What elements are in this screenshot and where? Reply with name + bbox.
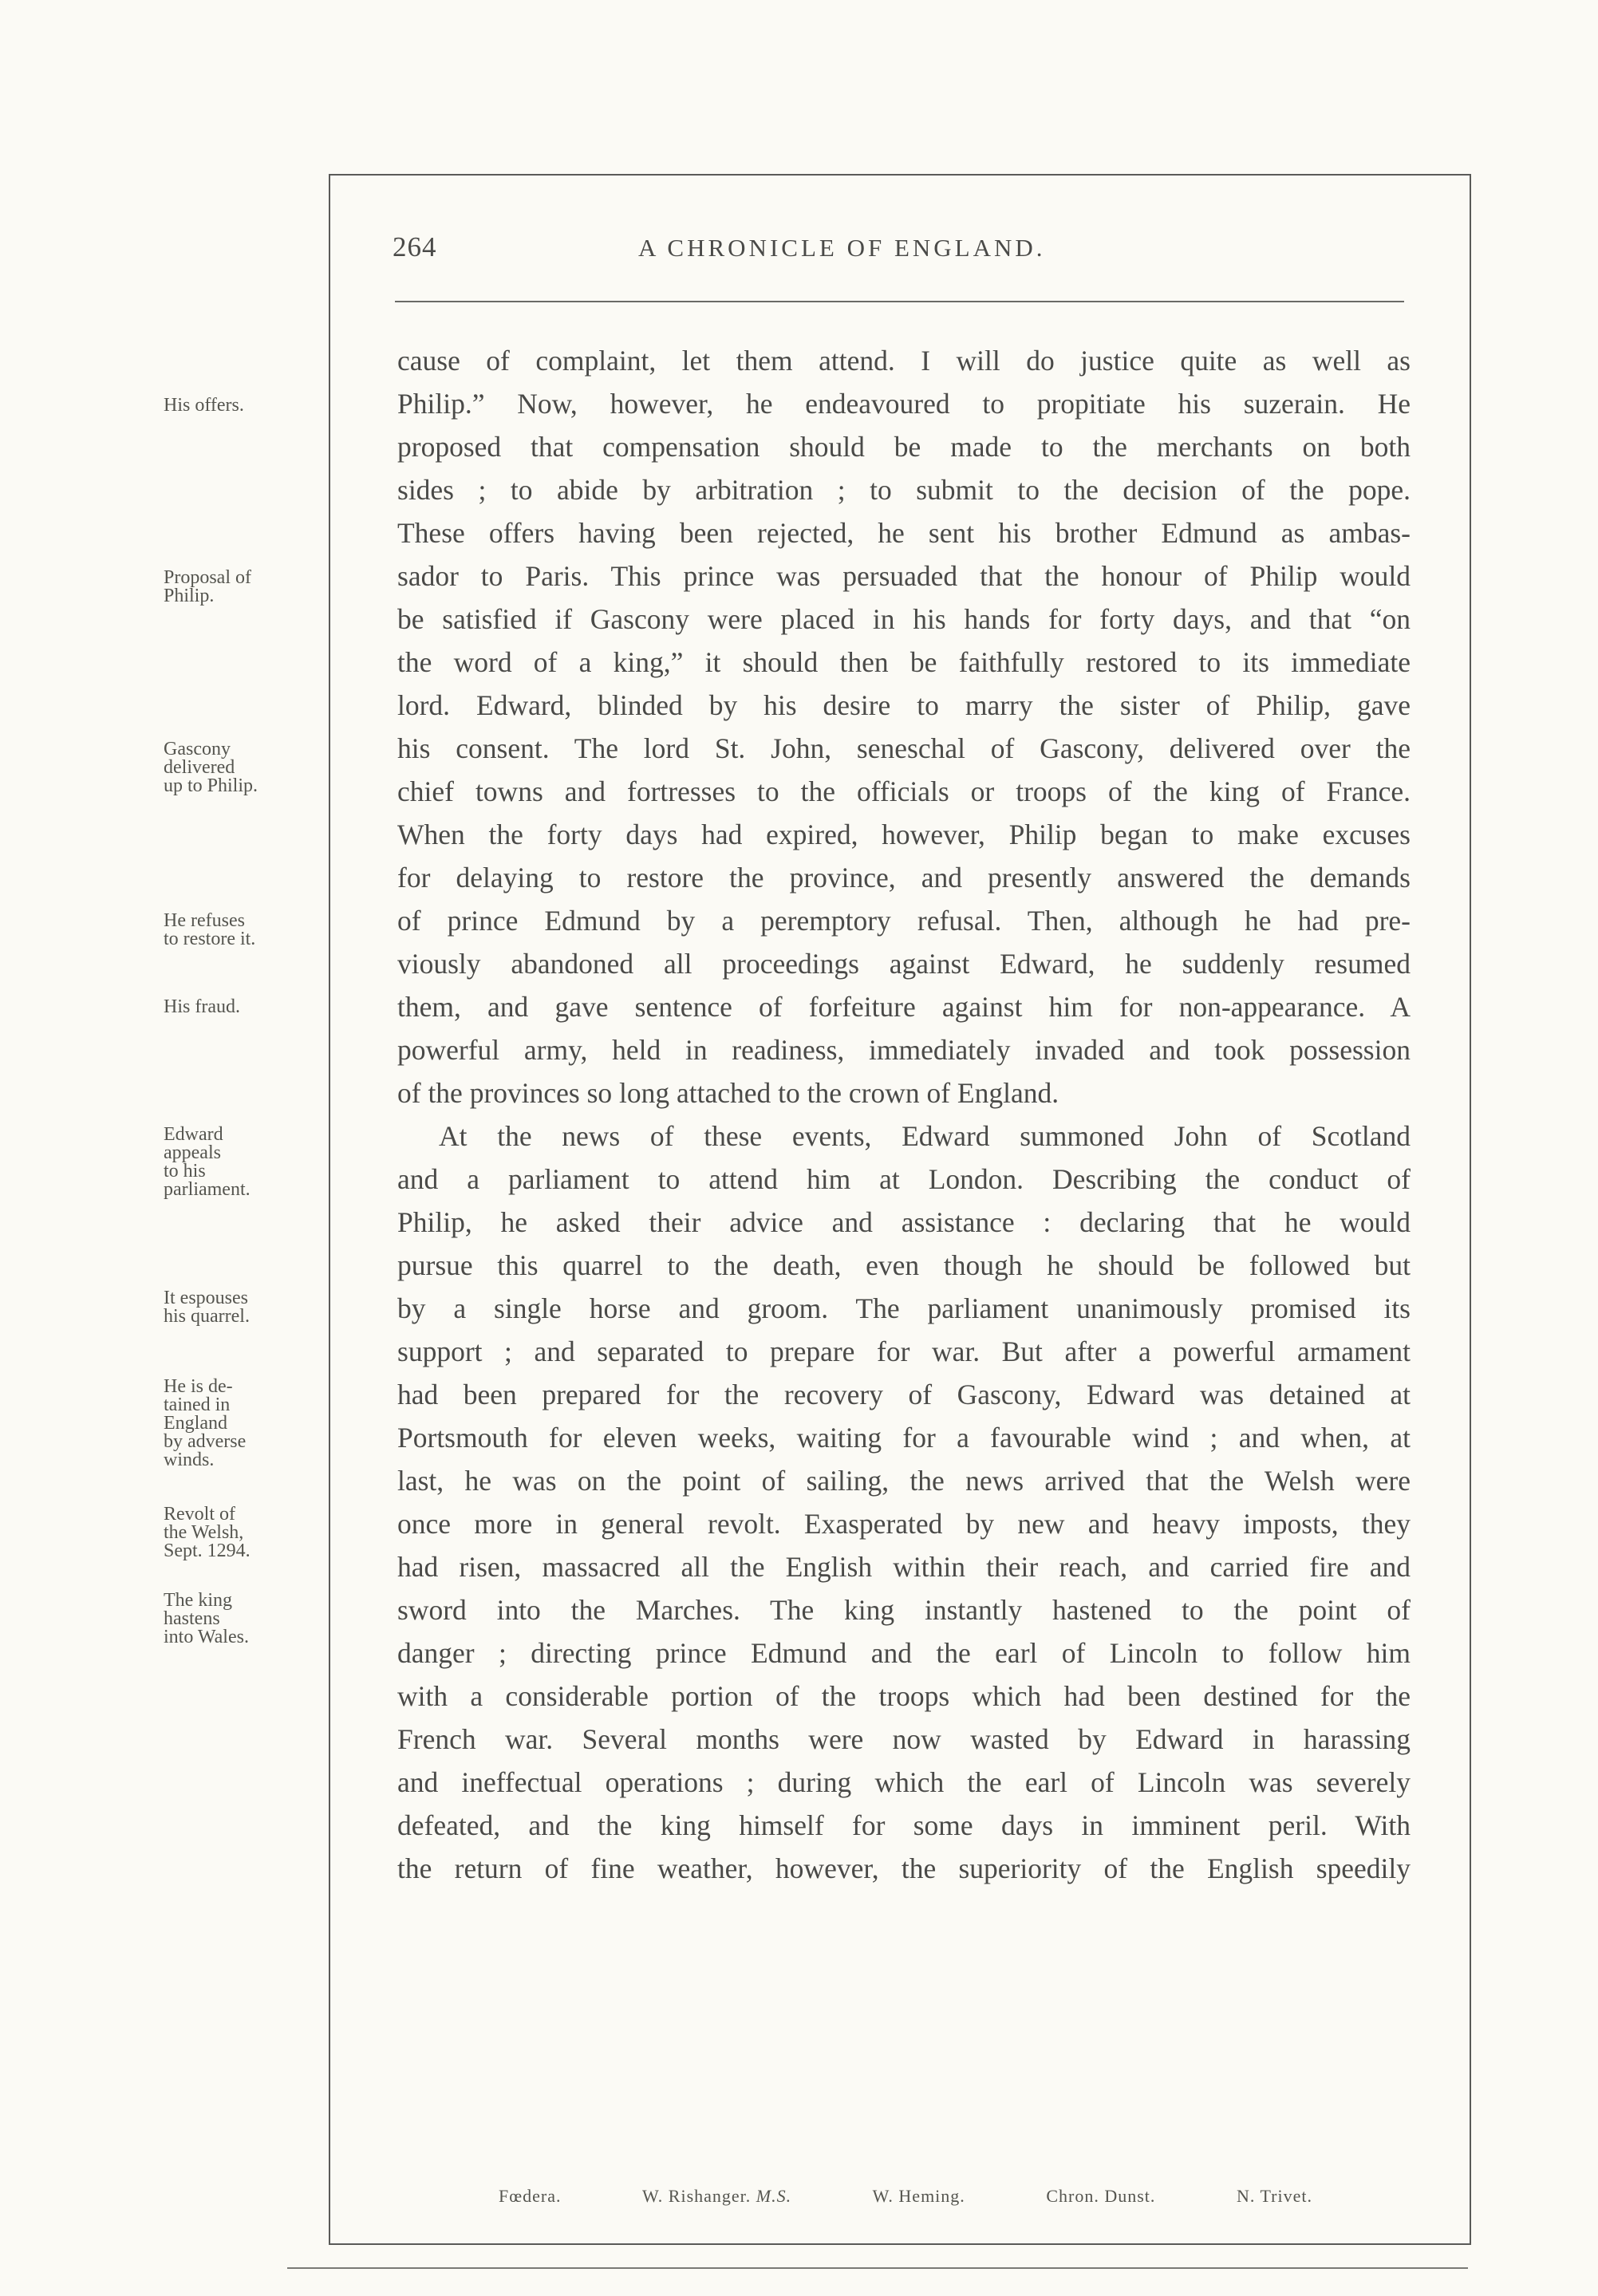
- text-line: of the provinces so long attached to the crown of England.: [397, 1077, 1059, 1109]
- note-line: tained in: [164, 1395, 231, 1415]
- text-line: danger ; directing prince Edmund and the earl of Lincoln to follow him: [397, 1637, 1411, 1669]
- note-line: appeals: [164, 1142, 221, 1163]
- marginal-note-gascony: [164, 740, 335, 795]
- ref-chron-dunst: Chron. Dunst.: [1046, 2186, 1156, 2206]
- text-line: chief towns and fortresses to the officials or troops of the king of France.: [397, 775, 1411, 807]
- ref-rishanger: W. Rishanger. M.S.: [642, 2186, 792, 2206]
- page-frame-bottom: [329, 2243, 1471, 2245]
- text-line: his consent. The lord St. John, seneschal of Gascony, delivered over the: [397, 732, 1411, 764]
- note-line: Gascony: [164, 739, 231, 759]
- marginal-note-refuses: [164, 912, 335, 949]
- text-line: viously abandoned all proceedings against Edward, he suddenly resumed: [397, 948, 1411, 980]
- ref-foedera: Fœdera.: [499, 2186, 562, 2206]
- note-line: winds.: [164, 1450, 215, 1470]
- text-line: for delaying to restore the province, and presently answered the demands: [397, 862, 1411, 894]
- text-line: and a parliament to attend him at London. Describing the conduct of: [397, 1163, 1411, 1195]
- note-line: hastens: [164, 1608, 220, 1629]
- text-line: sador to Paris. This prince was persuaded that the honour of Philip would: [397, 560, 1411, 592]
- text-line: by a single horse and groom. The parliament unanimously promised its: [397, 1292, 1411, 1324]
- marginal-note-edward-appeals: [164, 1126, 335, 1199]
- note-line: by adverse: [164, 1431, 247, 1452]
- text-line: once more in general revolt. Exasperated by new and heavy imposts, they: [397, 1508, 1411, 1540]
- page-frame-left: [329, 174, 330, 2245]
- text-line: and ineffectual operations ; during which the earl of Lincoln was severely: [397, 1766, 1411, 1798]
- text-line: pursue this quarrel to the death, even though he should be followed but: [397, 1249, 1411, 1281]
- note-line: delivered: [164, 757, 235, 778]
- text-line: last, he was on the point of sailing, the news arrived that the Welsh were: [397, 1465, 1411, 1497]
- text-line: sword into the Marches. The king instantly hastened to the point of: [397, 1594, 1411, 1626]
- note-line: Proposal of: [164, 567, 251, 588]
- note-line: parliament.: [164, 1179, 251, 1200]
- text-line: of prince Edmund by a peremptory refusal. Then, although he had pre-: [397, 905, 1411, 937]
- marginal-note-detained: [164, 1378, 335, 1470]
- text-line: Portsmouth for eleven weeks, waiting for a favourable wind ; and when, at: [397, 1422, 1411, 1454]
- text-line: proposed that compensation should be made to the merchants on both: [397, 431, 1411, 463]
- text-line: French war. Several months were now wasted by Edward in harassing: [397, 1723, 1411, 1755]
- note-line: to restore it.: [164, 929, 256, 949]
- marginal-note-espouses: [164, 1289, 335, 1326]
- note-line: His offers.: [164, 395, 244, 416]
- note-line: the Welsh,: [164, 1522, 244, 1543]
- text-line: powerful army, held in readiness, immediately invaded and took possession: [397, 1034, 1411, 1066]
- text-line: support ; and separated to prepare for war. But after a powerful armament: [397, 1335, 1411, 1367]
- note-line: He is de-: [164, 1376, 233, 1397]
- text-line: them, and gave sentence of forfeiture against him for non-appearance. A: [397, 991, 1411, 1023]
- note-line: Sept. 1294.: [164, 1541, 251, 1561]
- text-line: with a considerable portion of the troops which had been destined for the: [397, 1680, 1411, 1712]
- note-line: Revolt of: [164, 1504, 235, 1525]
- text-line: had risen, massacred all the English within their reach, and carried fire and: [397, 1551, 1411, 1583]
- note-line: his quarrel.: [164, 1306, 250, 1327]
- text-line: lord. Edward, blinded by his desire to marry the sister of Philip, gave: [397, 689, 1411, 721]
- text-line: the return of fine weather, however, the superiority of the English speedily: [397, 1852, 1411, 1884]
- paragraph-start-line: At the news of these events, Edward summoned John of Scotland: [439, 1120, 1411, 1152]
- page-number: 264: [393, 231, 437, 262]
- note-line: Philip.: [164, 586, 215, 606]
- running-title: A CHRONICLE OF ENGLAND.: [638, 234, 1046, 262]
- marginal-note-king-hastens: [164, 1592, 335, 1647]
- note-line: to his: [164, 1161, 206, 1182]
- note-line: It espouses: [164, 1288, 248, 1308]
- ref-trivet: N. Trivet.: [1236, 2186, 1312, 2206]
- marginal-note-revolt: [164, 1505, 335, 1560]
- text-line: sides ; to abide by arbitration ; to submit to the decision of the pope.: [397, 474, 1411, 506]
- note-line: England: [164, 1413, 227, 1434]
- text-line: Philip.” Now, however, he endeavoured to propitiate his suzerain. He: [397, 388, 1411, 420]
- text-line: cause of complaint, let them attend. I will do justice quite as well as: [397, 345, 1411, 377]
- text-line: Philip, he asked their advice and assistance : declaring that he would: [397, 1206, 1411, 1238]
- ref-ms: M.S.: [756, 2186, 792, 2206]
- text-line: had been prepared for the recovery of Gascony, Edward was detained at: [397, 1379, 1411, 1410]
- note-line: His fraud.: [164, 996, 240, 1017]
- marginal-note-proposal: [164, 569, 335, 606]
- text-line: the word of a king,” it should then be faithfully restored to its immediate: [397, 646, 1411, 678]
- marginal-note-his-offers: [164, 396, 335, 415]
- outer-rule: [287, 2267, 1468, 2269]
- text-line: defeated, and the king himself for some days in imminent peril. With: [397, 1809, 1411, 1841]
- text-line: These offers having been rejected, he sent his brother Edmund as ambas-: [397, 517, 1411, 549]
- text-line: When the forty days had expired, however, Philip began to make excuses: [397, 819, 1411, 850]
- note-line: up to Philip.: [164, 775, 258, 796]
- note-line: He refuses: [164, 910, 245, 931]
- note-line: Edward: [164, 1124, 223, 1145]
- text-line: be satisfied if Gascony were placed in his hands for forty days, and that “on: [397, 603, 1411, 635]
- page-frame-right: [1470, 174, 1471, 2245]
- body-text: [397, 339, 1411, 1890]
- ref-heming: W. Heming.: [872, 2186, 965, 2206]
- footer-references: [499, 2186, 1312, 2207]
- page-frame-top: [329, 174, 1471, 176]
- header-rule: [395, 301, 1404, 302]
- note-line: The king: [164, 1590, 232, 1611]
- note-line: into Wales.: [164, 1627, 249, 1647]
- marginal-note-fraud: [164, 998, 335, 1016]
